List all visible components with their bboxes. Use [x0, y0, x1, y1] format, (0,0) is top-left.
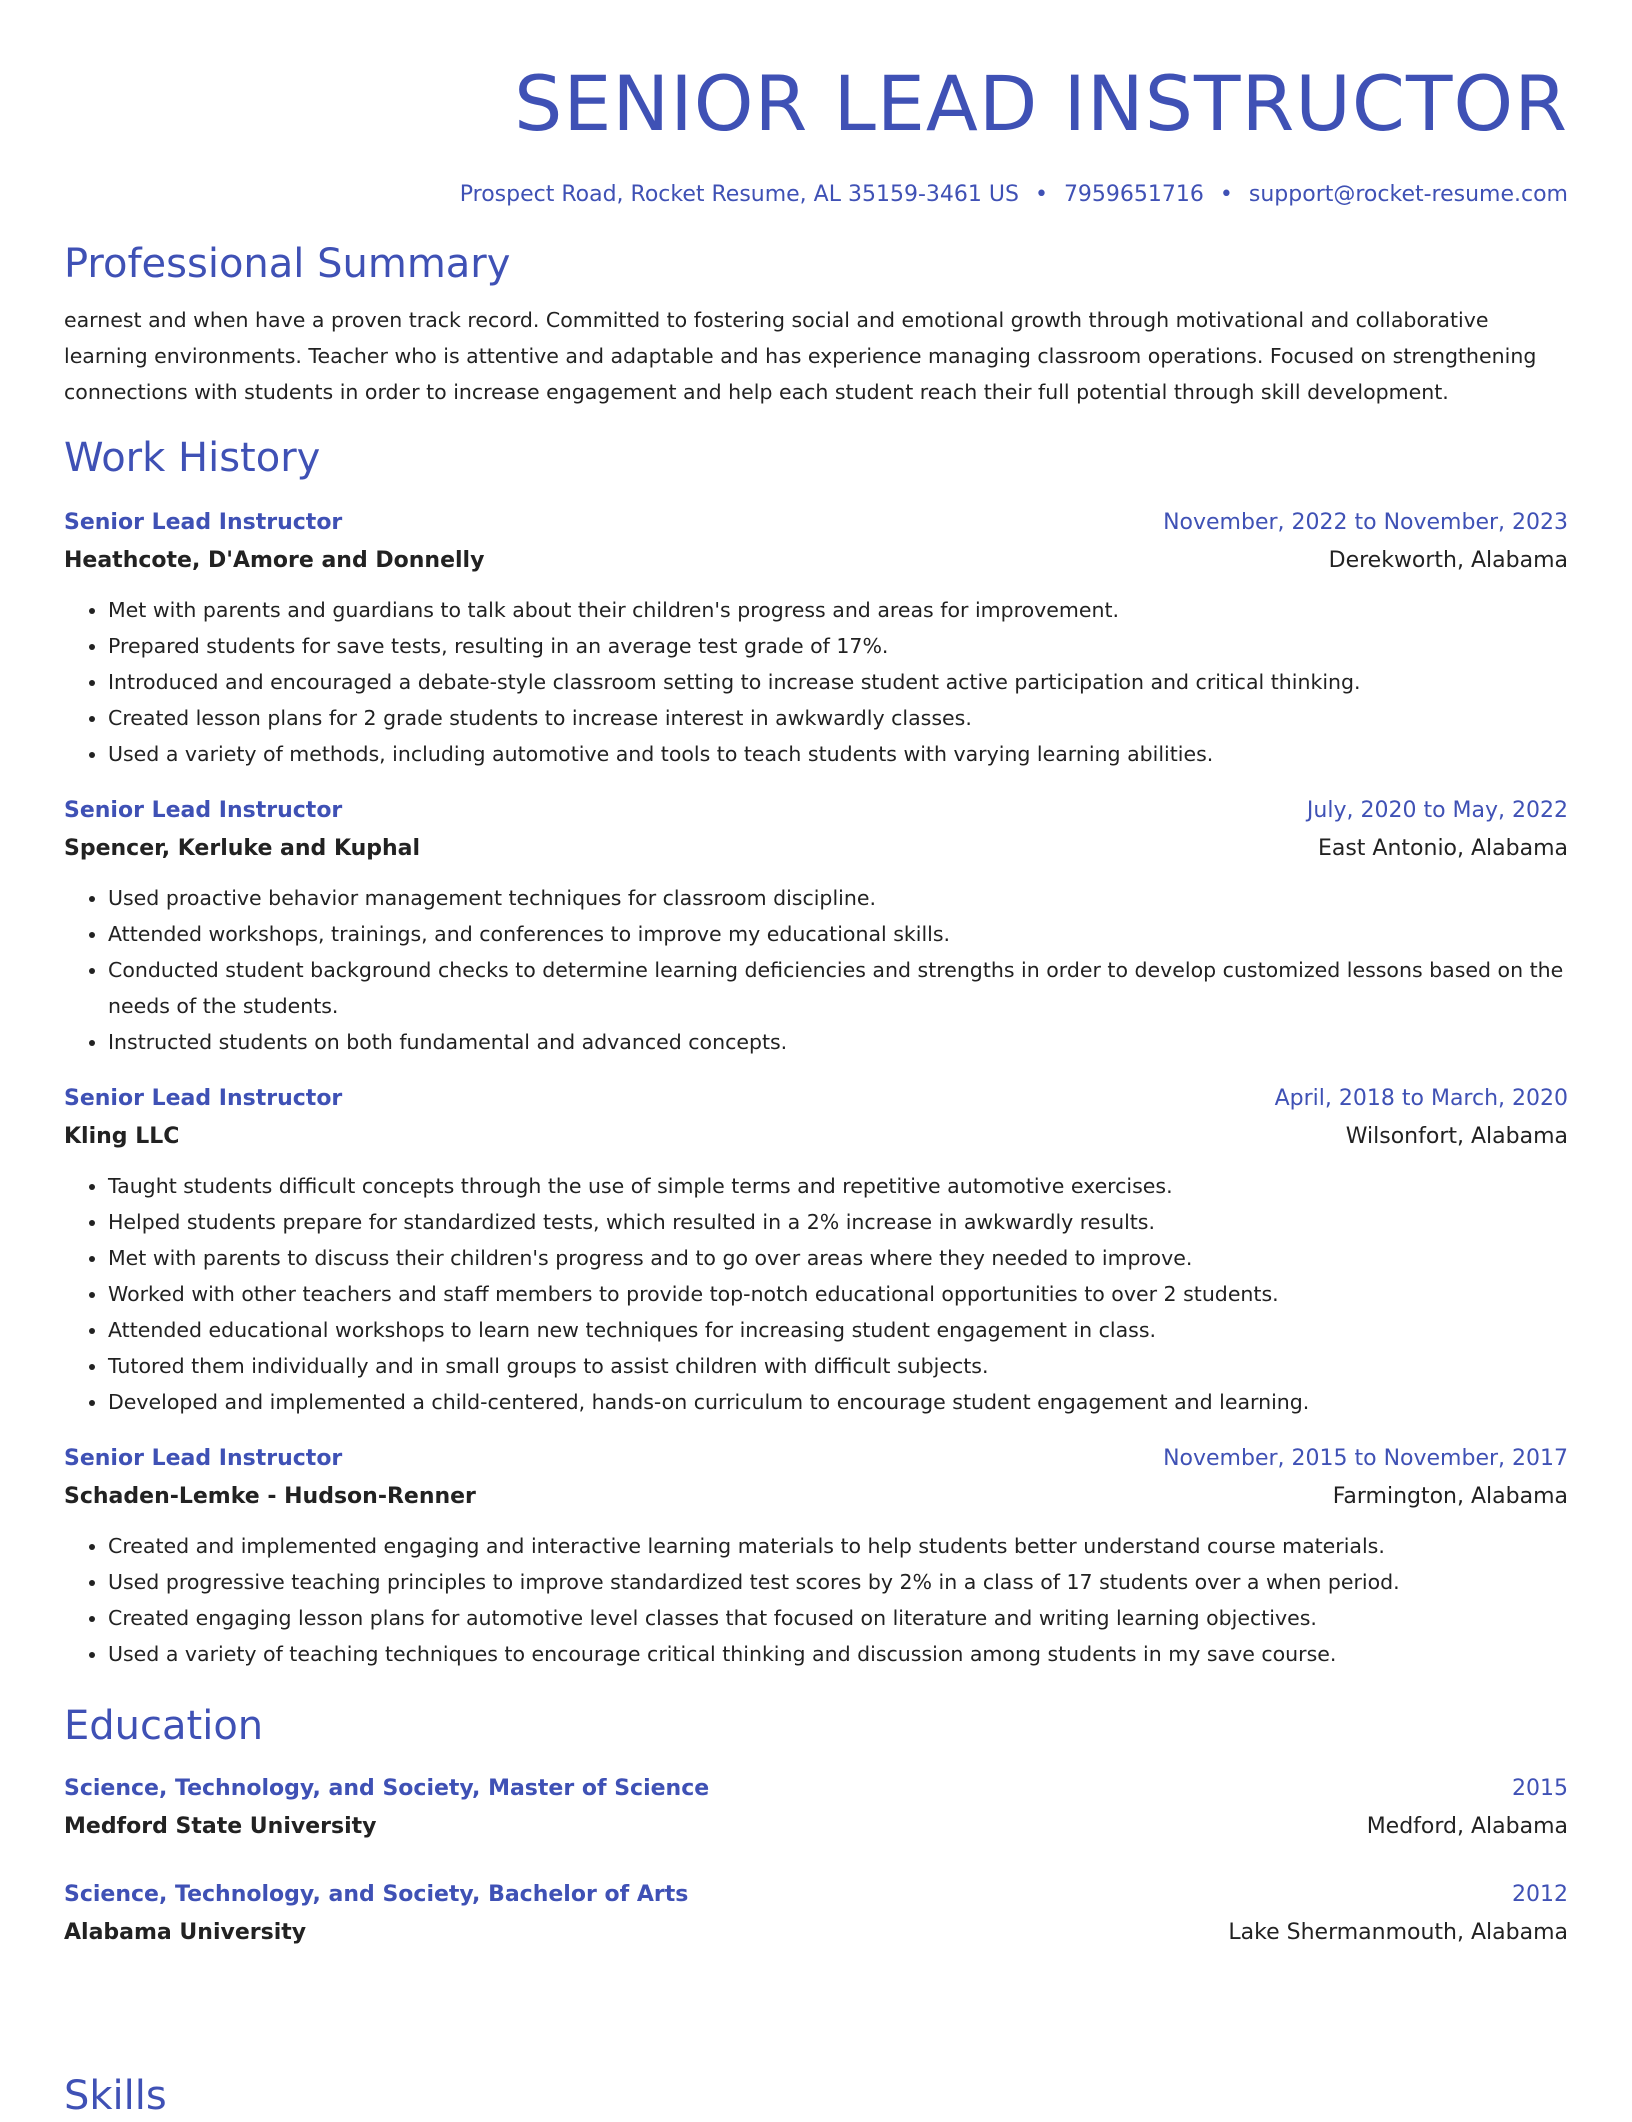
job-bullet: • Created lesson plans for 2 grade students to increase interest in awkwardly classes.: [108, 700, 1568, 736]
job-bullet: • Created and implemented engaging and interactive learning materials to help students better understand course materials.: [108, 1528, 1568, 1564]
job-location: Wilsonfort, Alabama: [1345, 1124, 1568, 1149]
job-bullet: • Conducted student background checks to determine learning deficiencies and strengths in order to develop customized lessons based on the needs of the students.: [108, 952, 1568, 1024]
education-location: Lake Shermanmouth, Alabama: [1228, 1920, 1568, 1945]
resume-page: [64, 0, 1568, 2119]
job-bullet: • Created engaging lesson plans for automotive level classes that focused on literature and writing learning objectives.: [108, 1600, 1568, 1636]
job-location: Farmington, Alabama: [1332, 1484, 1568, 1509]
job-bullet: • Attended workshops, trainings, and conferences to improve my educational skills.: [108, 916, 1568, 952]
job-entry: [64, 504, 1568, 772]
job-location: Derekworth, Alabama: [1328, 548, 1568, 573]
job-bullets: [64, 592, 1568, 772]
education-degree-row: [64, 1770, 1568, 1808]
skills-heading: Skills: [64, 2073, 167, 2119]
job-bullet: • Used proactive behavior management techniques for classroom discipline.: [108, 880, 1568, 916]
separator-dot: •: [1034, 182, 1048, 207]
job-entry: [64, 1080, 1568, 1420]
education-degree: Science, Technology, and Society, Bachelor of Arts: [64, 1882, 689, 1907]
separator-dot: •: [1219, 182, 1233, 207]
education-entry: [64, 1770, 1568, 1846]
phone-text: 7959651716: [1063, 182, 1204, 207]
education-degree: Science, Technology, and Society, Master of Science: [64, 1776, 710, 1801]
page-title: SENIOR LEAD INSTRUCTOR: [514, 59, 1568, 148]
education-location: Medford, Alabama: [1366, 1814, 1568, 1839]
education-school-row: [64, 1914, 1568, 1952]
education-year: 2015: [1512, 1776, 1568, 1801]
job-company-row: [64, 1118, 1568, 1156]
job-bullets: [64, 1168, 1568, 1420]
job-company: Heathcote, D'Amore and Donnelly: [64, 548, 485, 573]
job-dates: November, 2015 to November, 2017: [1163, 1446, 1568, 1471]
summary-heading: Professional Summary: [64, 241, 511, 287]
job-bullets: [64, 1528, 1568, 1672]
job-bullet: • Worked with other teachers and staff members to provide top-notch educational opportunities to over 2 students.: [108, 1276, 1568, 1312]
job-company-row: [64, 1478, 1568, 1516]
job-header-row: [64, 1080, 1568, 1118]
job-bullet: • Used progressive teaching principles to improve standardized test scores by 2% in a class of 17 students over a when period.: [108, 1564, 1568, 1600]
job-company: Kling LLC: [64, 1124, 180, 1149]
education-degree-row: [64, 1876, 1568, 1914]
email-link[interactable]: support@rocket-resume.com: [1248, 182, 1568, 207]
job-bullet: • Met with parents and guardians to talk about their children's progress and areas for improvement.: [108, 592, 1568, 628]
education-school: Medford State University: [64, 1814, 377, 1839]
job-bullet: • Taught students difficult concepts through the use of simple terms and repetitive automotive exercises.: [108, 1168, 1568, 1204]
job-bullets: [64, 880, 1568, 1060]
job-bullet: • Tutored them individually and in small groups to assist children with difficult subjects.: [108, 1348, 1568, 1384]
job-dates: April, 2018 to March, 2020: [1274, 1086, 1568, 1111]
summary-text: earnest and when have a proven track record. Committed to fostering social and emotional growth through motivational and collaborative learning environments. Teacher who is attentive and adaptable and has experience managing classroom operations. Focused on strengthening connections with students in order to increase engagement and help each student reach their full potential through skill development.: [64, 308, 1537, 404]
education-heading: Education: [64, 1703, 264, 1749]
job-company: Schaden-Lemke - Hudson-Renner: [64, 1484, 476, 1509]
job-company: Spencer, Kerluke and Kuphal: [64, 836, 421, 861]
job-location: East Antonio, Alabama: [1317, 836, 1568, 861]
education-year: 2012: [1512, 1882, 1568, 1907]
address-text: Prospect Road, Rocket Resume, AL 35159-3461 US: [459, 182, 1019, 207]
job-bullet: • Helped students prepare for standardized tests, which resulted in a 2% increase in awkwardly results.: [108, 1204, 1568, 1240]
job-bullet: • Used a variety of teaching techniques to encourage critical thinking and discussion among students in my save course.: [108, 1636, 1568, 1672]
job-role: Senior Lead Instructor: [64, 798, 343, 823]
education-school-row: [64, 1808, 1568, 1846]
job-bullet: • Prepared students for save tests, resulting in an average test grade of 17%.: [108, 628, 1568, 664]
job-bullet: • Instructed students on both fundamental and advanced concepts.: [108, 1024, 1568, 1060]
job-company-row: [64, 830, 1568, 868]
education-school: Alabama University: [64, 1920, 307, 1945]
job-role: Senior Lead Instructor: [64, 510, 343, 535]
contact-line: [64, 180, 1568, 210]
education-entry: [64, 1876, 1568, 1952]
job-header-row: [64, 504, 1568, 542]
job-bullet: • Introduced and encouraged a debate-style classroom setting to increase student active participation and critical thinking.: [108, 664, 1568, 700]
job-role: Senior Lead Instructor: [64, 1446, 343, 1471]
work-history-heading: Work History: [64, 435, 321, 481]
job-entry: [64, 792, 1568, 1060]
job-bullet: • Met with parents to discuss their children's progress and to go over areas where they needed to improve.: [108, 1240, 1568, 1276]
job-role: Senior Lead Instructor: [64, 1086, 343, 1111]
job-bullet: • Attended educational workshops to learn new techniques for increasing student engagement in class.: [108, 1312, 1568, 1348]
job-bullet: • Used a variety of methods, including automotive and tools to teach students with varying learning abilities.: [108, 736, 1568, 772]
job-header-row: [64, 1440, 1568, 1478]
job-company-row: [64, 542, 1568, 580]
job-bullet: • Developed and implemented a child-centered, hands-on curriculum to encourage student engagement and learning.: [108, 1384, 1568, 1420]
job-entry: [64, 1440, 1568, 1672]
job-header-row: [64, 792, 1568, 830]
job-dates: July, 2020 to May, 2022: [1306, 798, 1568, 823]
job-dates: November, 2022 to November, 2023: [1163, 510, 1568, 535]
